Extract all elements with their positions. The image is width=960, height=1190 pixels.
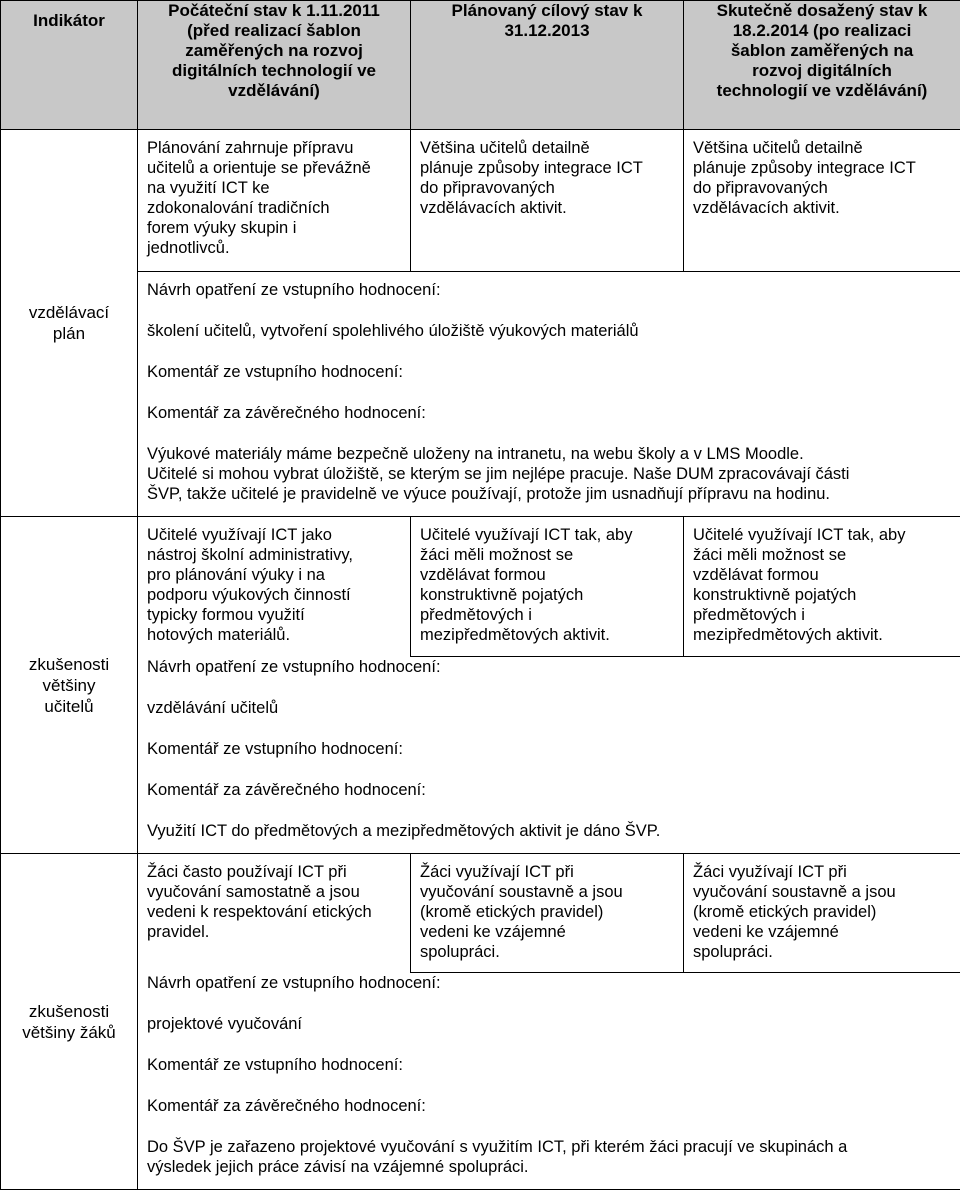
cell-line: plánuje způsoby integrace ICT [420, 158, 673, 178]
entry-comment-label: Komentář ze vstupního hodnocení: [147, 1055, 950, 1075]
evaluation-notes-cell [138, 272, 960, 517]
cell-line: mezipředmětových aktivit. [693, 625, 950, 645]
cell-line: (kromě etických pravidel) [693, 902, 950, 922]
cell-line: zdokonalování tradičních [147, 198, 400, 218]
header-planned-state [411, 1, 684, 130]
cell-line: vedeni ke vzájemné [420, 922, 673, 942]
indicator-line: vzdělávací [1, 302, 137, 323]
final-comment-line: Do ŠVP je zařazeno projektové vyučování s využitím ICT, při kterém žáci pracují ve skupinách a [147, 1137, 950, 1157]
cell-line: forem výuky skupin i [147, 218, 400, 238]
table-row [1, 130, 960, 272]
cell-line: na využití ICT ke [147, 178, 400, 198]
cell-line: konstruktivně pojatých [420, 585, 673, 605]
final-comment-line: výsledek jejich práce závisí na vzájemné spolupráci. [147, 1157, 950, 1177]
header-indicator-text: Indikátor [33, 11, 105, 30]
indicator-cell [1, 854, 138, 1190]
final-comment-line: ŠVP, takže učitelé je pravidelně ve výuce používají, protože jim usnadňují přípravu na hodinu. [147, 484, 950, 504]
cell-line: vzdělávacích aktivit. [420, 198, 673, 218]
initial-state-cell [138, 854, 411, 973]
cell-line: Učitelé využívají ICT tak, aby [420, 525, 673, 545]
table-row [1, 517, 960, 657]
final-comment-label: Komentář za závěrečného hodnocení: [147, 780, 950, 800]
header-line: (před realizací šablon [138, 21, 410, 41]
header-line: rozvoj digitálních [684, 61, 960, 81]
cell-line: spolupráci. [693, 942, 950, 962]
cell-line: hotových materiálů. [147, 625, 400, 645]
measure-value: školení učitelů, vytvoření spolehlivého úložiště výukových materiálů [147, 321, 950, 341]
cell-line: do připravovaných [420, 178, 673, 198]
cell-line: podporu výukových činností [147, 585, 400, 605]
cell-line: do připravovaných [693, 178, 950, 198]
cell-line: Žáci využívají ICT při [693, 862, 950, 882]
achieved-state-cell [684, 130, 960, 272]
cell-line: předmětových i [420, 605, 673, 625]
cell-line: učitelů a orientuje se převážně [147, 158, 400, 178]
cell-line: konstruktivně pojatých [693, 585, 950, 605]
measure-label: Návrh opatření ze vstupního hodnocení: [147, 973, 950, 993]
planned-state-cell [411, 854, 684, 973]
cell-line: vzdělávat formou [420, 565, 673, 585]
cell-line: pravidel. [147, 922, 400, 942]
indicator-line: učitelů [1, 696, 137, 717]
final-comment-line: Učitelé si mohou vybrat úložiště, se kterým se jim nejlépe pracuje. Naše DUM zpracovávají části [147, 464, 950, 484]
cell-line: vyučování soustavně a jsou [420, 882, 673, 902]
cell-line: typicky formou využití [147, 605, 400, 625]
planned-state-cell [411, 130, 684, 272]
cell-line: plánuje způsoby integrace ICT [693, 158, 950, 178]
cell-line: Žáci často používají ICT při [147, 862, 400, 882]
indicator-cell [1, 130, 138, 517]
achieved-state-cell [684, 517, 960, 657]
table-row [1, 272, 960, 517]
measure-value: projektové vyučování [147, 1014, 950, 1034]
initial-state-cell [138, 130, 411, 272]
measure-label: Návrh opatření ze vstupního hodnocení: [147, 280, 950, 300]
cell-line: Učitelé využívají ICT tak, aby [693, 525, 950, 545]
cell-line: vyučování samostatně a jsou [147, 882, 400, 902]
final-comment-line: Využití ICT do předmětových a mezipředmětových aktivit je dáno ŠVP. [147, 821, 950, 841]
header-line: šablon zaměřených na [684, 41, 960, 61]
final-comment-label: Komentář za závěrečného hodnocení: [147, 403, 950, 423]
cell-line: vedeni ke vzájemné [693, 922, 950, 942]
cell-line: Plánování zahrnuje přípravu [147, 138, 400, 158]
evaluation-notes-cell [138, 973, 960, 1190]
header-achieved-state [684, 1, 960, 130]
cell-line: žáci měli možnost se [693, 545, 950, 565]
cell-line: jednotlivců. [147, 238, 400, 258]
table-row [1, 854, 960, 973]
evaluation-notes-cell [138, 657, 960, 854]
cell-line: spolupráci. [420, 942, 673, 962]
header-line: Plánovaný cílový stav k [411, 1, 683, 21]
entry-comment-label: Komentář ze vstupního hodnocení: [147, 739, 950, 759]
indicator-line: většiny [1, 675, 137, 696]
initial-state-cell [138, 517, 411, 657]
indicator-line: většiny žáků [1, 1022, 137, 1043]
final-comment-line: Výukové materiály máme bezpečně uloženy na intranetu, na webu školy a v LMS Moodle. [147, 444, 950, 464]
cell-line: vyučování soustavně a jsou [693, 882, 950, 902]
header-initial-state [138, 1, 411, 130]
indicator-line: plán [1, 323, 137, 344]
measure-value: vzdělávání učitelů [147, 698, 950, 718]
table-row [1, 973, 960, 1190]
cell-line: vedeni k respektování etických [147, 902, 400, 922]
indicator-cell [1, 517, 138, 854]
cell-line: nástroj školní administrativy, [147, 545, 400, 565]
header-line: Skutečně dosažený stav k [684, 1, 960, 21]
cell-line: Učitelé využívají ICT jako [147, 525, 400, 545]
header-indicator [1, 1, 138, 130]
cell-line: Žáci využívají ICT při [420, 862, 673, 882]
cell-line: Většina učitelů detailně [420, 138, 673, 158]
cell-line: (kromě etických pravidel) [420, 902, 673, 922]
header-line: Počáteční stav k 1.11.2011 [138, 1, 410, 21]
header-line: zaměřených na rozvoj [138, 41, 410, 61]
planned-state-cell [411, 517, 684, 657]
header-row [1, 1, 960, 130]
cell-line: mezipředmětových aktivit. [420, 625, 673, 645]
indicator-line: zkušenosti [1, 1001, 137, 1022]
cell-line: pro plánování výuky i na [147, 565, 400, 585]
cell-line: Většina učitelů detailně [693, 138, 950, 158]
cell-line: předmětových i [693, 605, 950, 625]
indicator-line: zkušenosti [1, 654, 137, 675]
header-line: 31.12.2013 [411, 21, 683, 41]
achieved-state-cell [684, 854, 960, 973]
header-line: technologií ve vzdělávání) [684, 81, 960, 101]
cell-line: vzdělávat formou [693, 565, 950, 585]
header-line: digitálních technologií ve [138, 61, 410, 81]
measure-label: Návrh opatření ze vstupního hodnocení: [147, 657, 950, 677]
entry-comment-label: Komentář ze vstupního hodnocení: [147, 362, 950, 382]
cell-line: žáci měli možnost se [420, 545, 673, 565]
table-row [1, 657, 960, 854]
cell-line: vzdělávacích aktivit. [693, 198, 950, 218]
final-comment-label: Komentář za závěrečného hodnocení: [147, 1096, 950, 1116]
header-line: vzdělávání) [138, 81, 410, 101]
header-line: 18.2.2014 (po realizaci [684, 21, 960, 41]
